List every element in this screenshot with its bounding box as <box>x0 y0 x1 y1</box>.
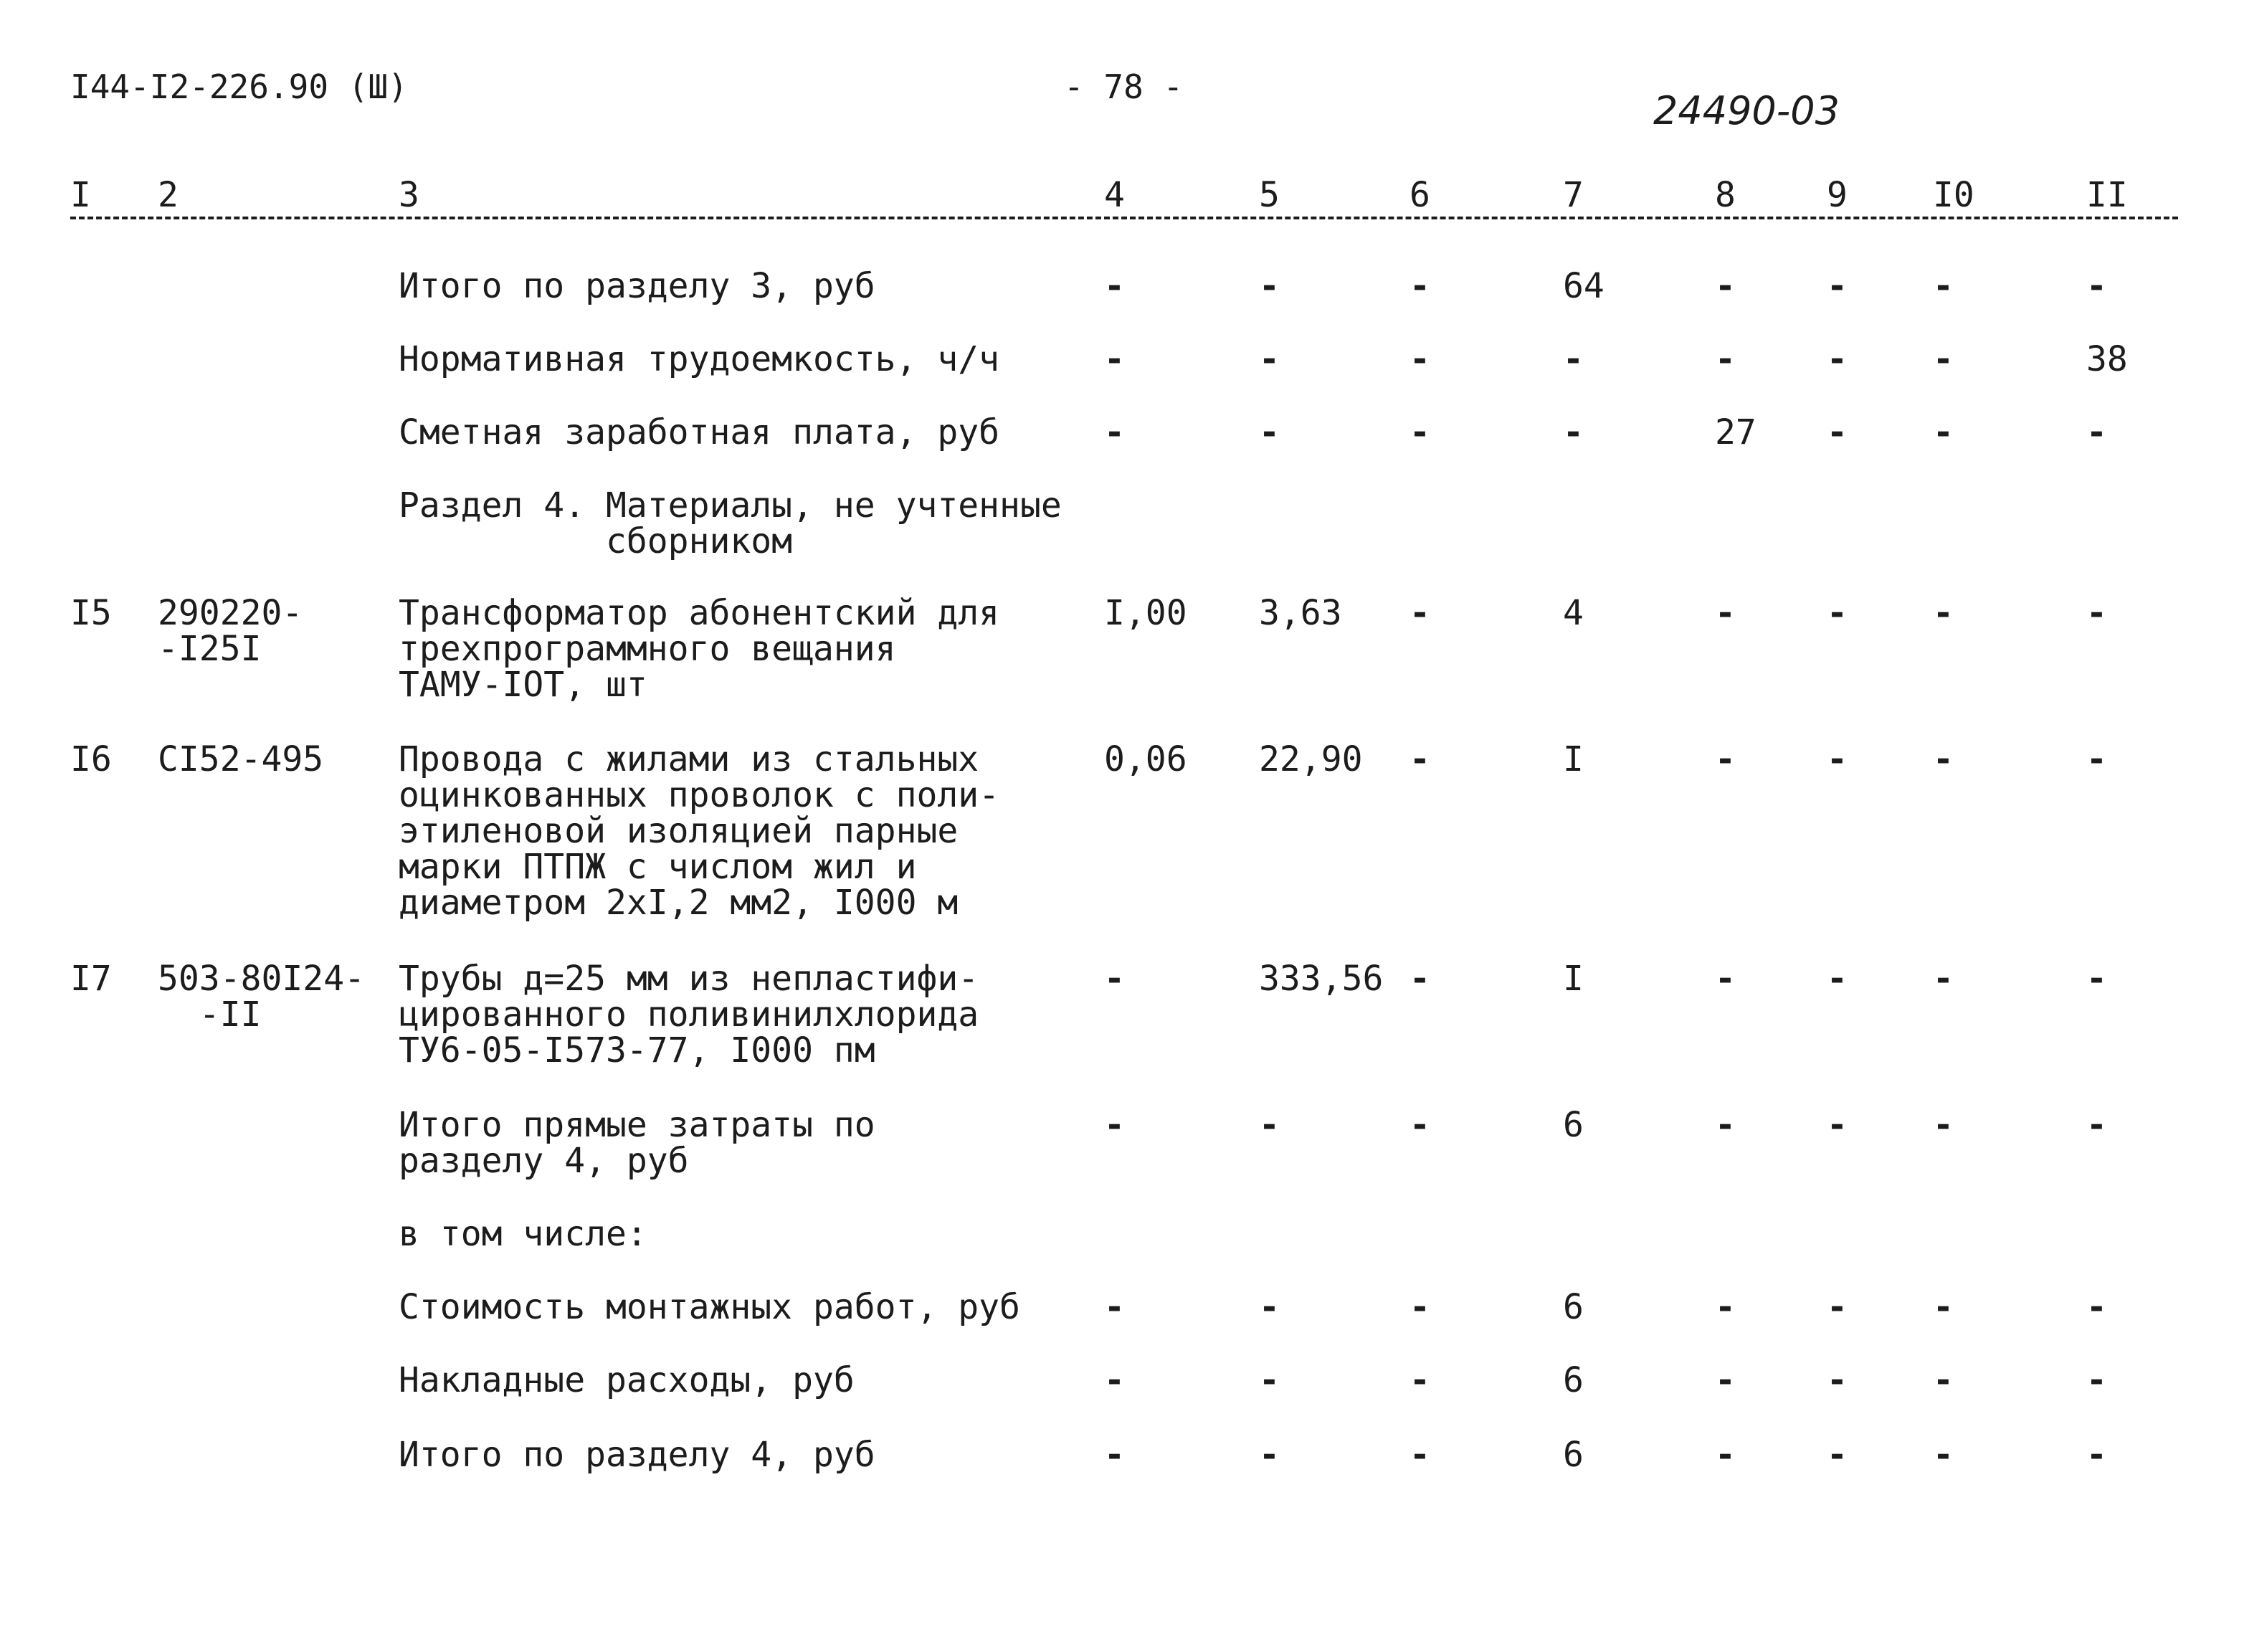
row-description: Трубы д=25 мм из непластифи- цированного поливинилхлорида ТУ6-05-I573-77, I000 пм <box>399 959 979 1071</box>
row-col-4: I,00 <box>1104 593 1187 633</box>
row-col-5: - <box>1259 266 1280 306</box>
row-col-5: - <box>1259 412 1280 452</box>
row-col-11: - <box>2086 739 2107 779</box>
row-col-6: - <box>1409 339 1430 379</box>
row-col-6: - <box>1409 1435 1430 1475</box>
row-col-7: 6 <box>1563 1435 1584 1475</box>
row-col-10: - <box>1933 266 1954 306</box>
row-col-7: 6 <box>1563 1105 1584 1145</box>
row-col-7: 6 <box>1563 1360 1584 1400</box>
row-col-7: - <box>1563 339 1584 379</box>
row-col-7: I <box>1563 739 1584 779</box>
row-col-8: - <box>1715 1287 1736 1327</box>
row-col-8: - <box>1715 266 1736 306</box>
column-number-2: 2 <box>158 175 179 215</box>
row-description: Итого по разделу 4, руб <box>399 1435 875 1475</box>
row-col-4: - <box>1104 412 1125 452</box>
row-col-5: - <box>1259 1360 1280 1400</box>
row-col-10: - <box>1933 1287 1954 1327</box>
row-col-9: - <box>1827 412 1848 452</box>
row-col-10: - <box>1933 959 1954 999</box>
row-description: Итого по разделу 3, руб <box>399 266 875 306</box>
row-col-4: - <box>1104 1360 1125 1400</box>
row-number: I6 <box>70 739 112 779</box>
row-col-8: - <box>1715 339 1736 379</box>
row-description: Итого прямые затраты по разделу 4, руб <box>399 1105 875 1181</box>
row-col-9: - <box>1827 339 1848 379</box>
column-number-5: 5 <box>1259 175 1280 215</box>
document-code: I44-I2-226.90 (Ш) <box>70 67 408 106</box>
row-col-6: - <box>1409 412 1430 452</box>
row-description: Нормативная трудоемкость, ч/ч <box>399 339 1000 379</box>
page-number: - 78 - <box>1064 67 1184 106</box>
row-description: Сметная заработная плата, руб <box>399 412 1000 452</box>
row-col-8: - <box>1715 959 1736 999</box>
row-col-10: - <box>1933 739 1954 779</box>
row-col-5: - <box>1259 1287 1280 1327</box>
row-col-6: - <box>1409 1360 1430 1400</box>
row-col-4: - <box>1104 1287 1125 1327</box>
row-col-5: 22,90 <box>1259 739 1363 779</box>
row-col-7: I <box>1563 959 1584 999</box>
column-number-6: 6 <box>1409 175 1430 215</box>
row-number: I5 <box>70 593 112 633</box>
row-code: 290220- -I25I <box>158 593 303 669</box>
subheading-text: в том числе: <box>399 1214 647 1254</box>
row-col-8: - <box>1715 1435 1736 1475</box>
row-col-6: - <box>1409 1287 1430 1327</box>
column-number-8: 8 <box>1715 175 1736 215</box>
row-col-10: - <box>1933 339 1954 379</box>
row-col-7: 64 <box>1563 266 1604 306</box>
row-col-10: - <box>1933 412 1954 452</box>
row-col-9: - <box>1827 1435 1848 1475</box>
row-col-4: 0,06 <box>1104 739 1187 779</box>
column-number-1: I <box>70 175 91 215</box>
row-col-11: - <box>2086 1105 2107 1145</box>
row-col-9: - <box>1827 1105 1848 1145</box>
row-code: CI52-495 <box>158 739 324 779</box>
row-col-5: - <box>1259 339 1280 379</box>
row-col-5: 333,56 <box>1259 959 1384 999</box>
row-col-11: - <box>2086 1360 2107 1400</box>
row-col-10: - <box>1933 593 1954 633</box>
row-col-6: - <box>1409 266 1430 306</box>
row-col-6: - <box>1409 959 1430 999</box>
row-col-4: - <box>1104 1435 1125 1475</box>
row-description: Трансформатор абонентский для трехпрограммного вещания ТАМУ-IОТ, шт <box>399 593 1000 705</box>
header-dashed-rule <box>70 217 2178 219</box>
row-col-6: - <box>1409 1105 1430 1145</box>
row-col-11: - <box>2086 593 2107 633</box>
section-heading: Раздел 4. Материалы, не учтенные сборником <box>399 485 1062 561</box>
row-col-9: - <box>1827 1287 1848 1327</box>
row-description: Стоимость монтажных работ, руб <box>399 1287 1020 1327</box>
row-col-7: 6 <box>1563 1287 1584 1327</box>
row-col-4: - <box>1104 1105 1125 1145</box>
column-number-4: 4 <box>1104 175 1125 215</box>
row-col-7: 4 <box>1563 593 1584 633</box>
row-col-11: - <box>2086 959 2107 999</box>
row-col-6: - <box>1409 739 1430 779</box>
row-col-5: - <box>1259 1105 1280 1145</box>
row-col-6: - <box>1409 593 1430 633</box>
row-code: 503-80I24- -II <box>158 959 365 1035</box>
row-col-8: - <box>1715 739 1736 779</box>
row-col-10: - <box>1933 1105 1954 1145</box>
row-col-9: - <box>1827 739 1848 779</box>
row-col-9: - <box>1827 593 1848 633</box>
row-col-4: - <box>1104 266 1125 306</box>
row-description: Провода с жилами из стальных оцинкованных проволок с поли- этиленовой изоляцией парные марки ПТПЖ с числом жил и диаметром 2хI,2 мм2, I000 м <box>399 739 1000 923</box>
row-col-8: 27 <box>1715 412 1756 452</box>
row-number: I7 <box>70 959 112 999</box>
row-col-9: - <box>1827 1360 1848 1400</box>
row-col-11: - <box>2086 1287 2107 1327</box>
handwritten-number: 24490-03 <box>1653 88 1840 133</box>
row-col-4: - <box>1104 959 1125 999</box>
row-col-10: - <box>1933 1435 1954 1475</box>
row-col-4: - <box>1104 339 1125 379</box>
column-number-7: 7 <box>1563 175 1584 215</box>
row-col-11: 38 <box>2086 339 2128 379</box>
row-col-5: - <box>1259 1435 1280 1475</box>
row-col-7: - <box>1563 412 1584 452</box>
row-col-9: - <box>1827 266 1848 306</box>
row-col-8: - <box>1715 1360 1736 1400</box>
row-col-11: - <box>2086 412 2107 452</box>
column-number-11: II <box>2086 175 2128 215</box>
row-col-8: - <box>1715 593 1736 633</box>
row-col-8: - <box>1715 1105 1736 1145</box>
row-description: Накладные расходы, руб <box>399 1360 855 1400</box>
row-col-10: - <box>1933 1360 1954 1400</box>
row-col-11: - <box>2086 266 2107 306</box>
row-col-11: - <box>2086 1435 2107 1475</box>
column-number-3: 3 <box>399 175 419 215</box>
column-number-9: 9 <box>1827 175 1848 215</box>
column-number-10: I0 <box>1933 175 1974 215</box>
row-col-9: - <box>1827 959 1848 999</box>
row-col-5: 3,63 <box>1259 593 1342 633</box>
